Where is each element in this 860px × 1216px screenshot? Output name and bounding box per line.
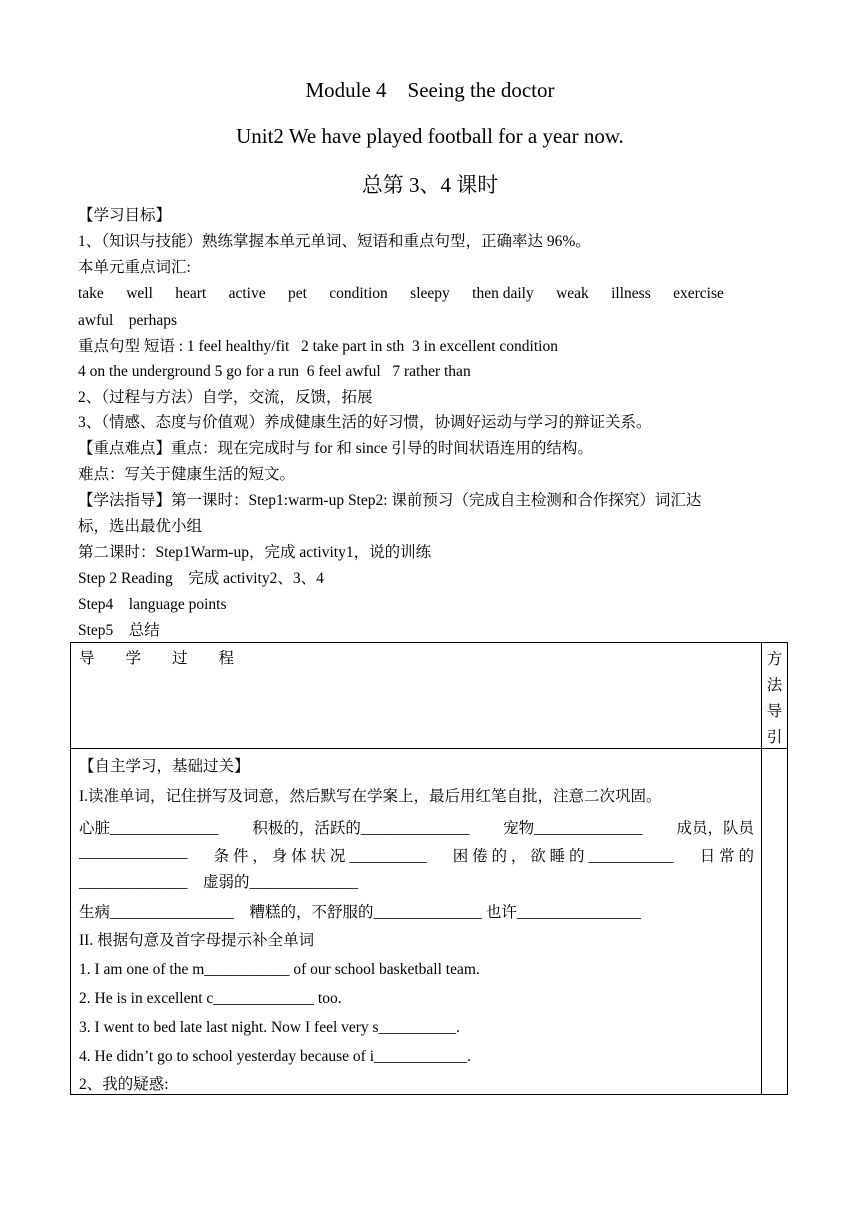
table-header-process: 导 学 过 程 [79, 650, 235, 667]
vocab-blank-item: 困 倦 的 ， 欲 睡 的 ___________ [452, 848, 674, 865]
vocab-blank-item: 宠物______________ [503, 820, 643, 837]
vocab-heading: 本单元重点词汇: [78, 259, 191, 276]
vocab-blank-item: 心脏______________ [79, 820, 219, 837]
guided-learning-table [70, 642, 788, 1095]
vocab-word: illness [611, 285, 651, 302]
vocab-line-2: awful perhaps [78, 312, 177, 329]
vocab-blank-row-2 [79, 844, 754, 866]
vocab-word: weak [556, 285, 589, 302]
side-char: 导 [766, 703, 783, 720]
module-title: Module 4 Seeing the doctor [305, 78, 555, 102]
vocab-word: active [228, 285, 266, 302]
vocab-blank-row-4: 生病________________ 糟糕的，不舒服的______________ 也许________________ [79, 904, 641, 921]
vocab-blank-item: ______________ [79, 844, 188, 861]
unit-title: Unit2 We have played football for a year now. [236, 124, 624, 148]
objective-2: 2、（过程与方法）自学，交流，反馈，拓展 [78, 389, 373, 406]
lesson-2-plan: 第二课时：Step1Warm-up，完成 activity1，说的训练 [78, 544, 432, 561]
step-2: Step 2 Reading 完成 activity2、3、4 [78, 570, 324, 587]
vocab-blank-item: 条 件 ， 身 体 状 况 __________ [213, 848, 427, 865]
phrases-line-2: 4 on the underground 5 go for a run 6 feel awful 7 rather than [78, 363, 471, 380]
side-char: 法 [766, 677, 783, 694]
vocab-word: exercise [673, 285, 724, 302]
my-doubts: 2、我的疑惑: [79, 1076, 169, 1093]
part-1-instruction: I.读准单词，记住拼写及词意，然后默写在学案上，最后用红笔自批，注意二次巩固。 [79, 788, 662, 805]
difficulty: 难点：写关于健康生活的短文。 [78, 466, 296, 483]
vocab-word-list [78, 285, 724, 303]
question-4: 4. He didn’t go to school yesterday because of i____________. [79, 1048, 471, 1065]
vocab-word: then daily [472, 285, 534, 302]
question-2: 2. He is in excellent c_____________ too. [79, 990, 342, 1007]
method-guide-line-1: 【学法指导】第一课时：Step1:warm-up Step2: 课前预习（完成自主检测和合作探究）词汇达 [78, 492, 702, 509]
side-char: 方 [766, 651, 783, 668]
part-2-heading: II. 根据句意及首字母提示补全单词 [79, 932, 315, 949]
step-5: Step5 总结 [78, 622, 160, 639]
lesson-number-title: 总第 3、4 课时 [361, 173, 499, 197]
method-guide-column-label [762, 647, 787, 751]
phrases-line-1: 重点句型 短语 : 1 feel healthy/fit 2 take part in sth 3 in excellent condition [78, 338, 558, 355]
self-study-heading: 【自主学习，基础过关】 [79, 758, 250, 775]
table-row-divider [71, 748, 787, 749]
vocab-blank-item: 成员，队员 [676, 820, 754, 837]
objective-3: 3、（情感、态度与价值观）养成健康生活的好习惯，协调好运动与学习的辩证关系。 [78, 414, 652, 431]
vocab-word: condition [329, 285, 388, 302]
vocab-word: pet [287, 285, 307, 302]
method-guide-line-2: 标，选出最优小组 [78, 518, 203, 535]
vocab-blank-row-1 [79, 816, 754, 838]
vocab-word: well [126, 285, 153, 302]
question-1: 1. I am one of the m___________ of our school basketball team. [79, 961, 480, 978]
side-char: 引 [766, 729, 783, 746]
vocab-blank-row-3: ______________ 虚弱的______________ [79, 874, 359, 891]
vocab-word: heart [175, 285, 207, 302]
key-points: 【重点难点】重点：现在完成时与 for 和 since 引导的时间状语连用的结构。 [78, 440, 593, 457]
vocab-blank-item: 积极的，活跃的______________ [252, 820, 470, 837]
step-4: Step4 language points [78, 596, 227, 613]
objectives-heading: 【学习目标】 [78, 207, 172, 224]
question-3: 3. I went to bed late last night. Now I feel very s__________. [79, 1019, 460, 1036]
vocab-blank-item: 日 常 的 [699, 848, 754, 865]
objective-1: 1、（知识与技能）熟练掌握本单元单词、短语和重点句型，正确率达 96%。 [78, 233, 591, 250]
vocab-word: sleepy [410, 285, 450, 302]
vocab-word: take [78, 285, 104, 302]
